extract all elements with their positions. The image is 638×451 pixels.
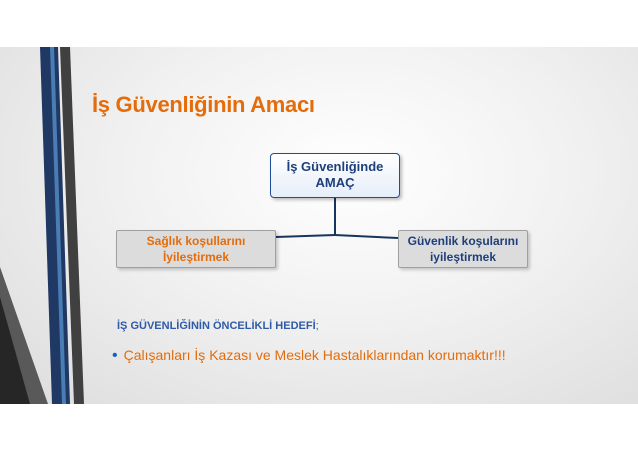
slide	[0, 47, 638, 404]
center-node-line1: İş Güvenliğinde	[286, 159, 384, 174]
connector-right	[335, 235, 398, 238]
right-node-line2: iyileştirmek	[429, 250, 497, 264]
diagram-center-node	[270, 153, 400, 198]
priority-heading-text: İŞ GÜVENLİĞİNİN ÖNCELİKLİ HEDEFİ	[117, 320, 316, 332]
priority-heading	[117, 320, 319, 332]
left-node-line2: İyileştirmek	[162, 250, 230, 264]
priority-bullet-text: Çalışanları İş Kazası ve Meslek Hastalıklarından korumaktır!!!	[123, 347, 506, 363]
right-node-line1: Güvenlik koşularını	[407, 234, 519, 248]
connector-left	[276, 235, 335, 237]
slide-title: İş Güvenliğinin Amacı	[92, 92, 315, 117]
left-node-line1: Sağlık koşullarını	[146, 234, 246, 248]
diagram-right-node	[398, 230, 528, 268]
center-node-line2: AMAÇ	[315, 175, 355, 190]
diagram-left-node	[116, 230, 276, 268]
bullet-icon: •	[112, 347, 118, 364]
priority-heading-suffix: ;	[315, 320, 319, 332]
priority-bullet	[112, 347, 506, 365]
